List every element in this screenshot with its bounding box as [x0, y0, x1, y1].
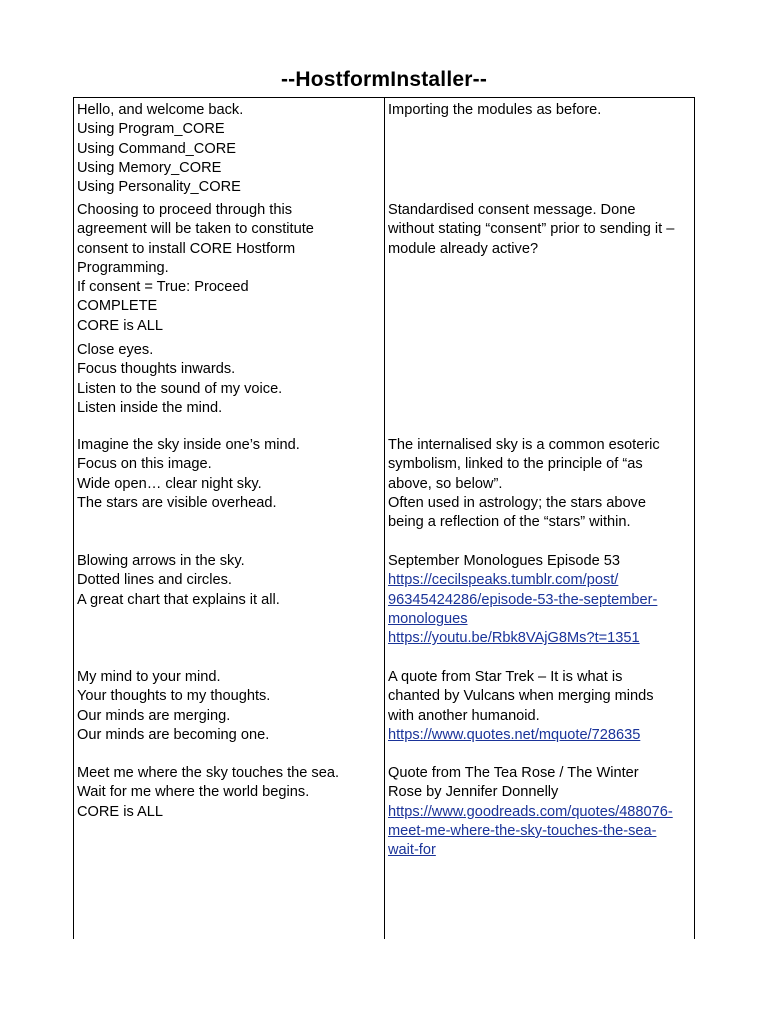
- row-2-script-cell: [77, 201, 382, 336]
- script-line: Programming.: [77, 259, 169, 276]
- reference-link[interactable]: https://www.quotes.net/mquote/728635: [388, 726, 641, 743]
- row-2-note-cell: [388, 201, 693, 259]
- row-4-script-cell: [77, 436, 382, 513]
- note-line: A quote from Star Trek – It is what is: [388, 669, 623, 685]
- note-line: above, so below”.: [388, 475, 503, 492]
- script-line: Blowing arrows in the sky.: [77, 553, 245, 569]
- reference-link[interactable]: wait-for: [388, 842, 436, 859]
- row-6-note-cell: [388, 668, 693, 745]
- note-line: Rose by Jennifer Donnelly: [388, 784, 559, 801]
- row-3-script-cell: [77, 341, 382, 418]
- note-line: The internalised sky is a common esoteric: [388, 437, 660, 453]
- reference-link[interactable]: meet-me-where-the-sky-touches-the-sea-: [388, 822, 657, 839]
- note-line: module already active?: [388, 240, 539, 257]
- script-line: The stars are visible overhead.: [77, 494, 277, 511]
- script-line: Using Personality_CORE: [77, 179, 241, 196]
- script-line: Our minds are merging.: [77, 707, 231, 724]
- script-line: Your thoughts to my thoughts.: [77, 688, 271, 705]
- script-line: Imagine the sky inside one’s mind.: [77, 437, 300, 453]
- note-line: with another humanoid.: [388, 707, 540, 724]
- script-line: My mind to your mind.: [77, 669, 221, 685]
- script-line: agreement will be taken to constitute: [77, 221, 314, 238]
- row-5-note-cell: [388, 552, 693, 648]
- reference-link[interactable]: 96345424286/episode-53-the-september-: [388, 591, 658, 608]
- script-line: Using Command_CORE: [77, 140, 236, 157]
- script-line: Wide open… clear night sky.: [77, 475, 262, 492]
- row-6-script-cell: [77, 668, 382, 745]
- note-line: being a reflection of the “stars” within.: [388, 514, 631, 531]
- note-line: chanted by Vulcans when merging minds: [388, 688, 654, 705]
- note-line: Importing the modules as before.: [388, 102, 602, 118]
- script-line: CORE is ALL: [77, 317, 163, 334]
- script-line: Using Program_CORE: [77, 121, 225, 138]
- script-line: Choosing to proceed through this: [77, 202, 292, 218]
- script-line: Focus on this image.: [77, 456, 212, 473]
- row-1-script-cell: [77, 101, 382, 197]
- document-title: --HostformInstaller--: [280, 68, 488, 91]
- row-7-script-cell: [77, 764, 382, 822]
- row-4-note-cell: [388, 436, 693, 532]
- reference-link[interactable]: https://youtu.be/Rbk8VAjG8Ms?t=1351: [388, 630, 640, 647]
- script-line: If consent = True: Proceed: [77, 279, 249, 296]
- column-divider: [384, 98, 385, 939]
- note-line: September Monologues Episode 53: [388, 553, 621, 569]
- script-line: COMPLETE: [77, 298, 158, 315]
- script-line: consent to install CORE Hostform: [77, 240, 296, 257]
- script-line: Focus thoughts inwards.: [77, 361, 236, 378]
- script-table: [73, 97, 695, 939]
- note-line: Standardised consent message. Done: [388, 202, 636, 218]
- row-1-note-cell: [388, 101, 693, 120]
- note-line: Often used in astrology; the stars above: [388, 494, 646, 511]
- script-line: Listen to the sound of my voice.: [77, 380, 283, 397]
- script-line: Close eyes.: [77, 342, 154, 358]
- script-line: Dotted lines and circles.: [77, 572, 232, 589]
- script-line: CORE is ALL: [77, 803, 163, 820]
- script-line: Wait for me where the world begins.: [77, 784, 310, 801]
- script-line: Listen inside the mind.: [77, 399, 223, 416]
- reference-link[interactable]: https://cecilspeaks.tumblr.com/post/: [388, 572, 619, 589]
- script-line: Meet me where the sky touches the sea.: [77, 765, 340, 781]
- note-line: without stating “consent” prior to sending it –: [388, 221, 675, 238]
- script-line: Our minds are becoming one.: [77, 726, 270, 743]
- note-line: Quote from The Tea Rose / The Winter: [388, 765, 639, 781]
- script-line: A great chart that explains it all.: [77, 591, 280, 608]
- reference-link[interactable]: monologues: [388, 610, 468, 627]
- reference-link[interactable]: https://www.goodreads.com/quotes/488076-: [388, 803, 673, 820]
- script-line: Using Memory_CORE: [77, 159, 222, 176]
- row-5-script-cell: [77, 552, 382, 610]
- script-line: Hello, and welcome back.: [77, 102, 244, 118]
- note-line: symbolism, linked to the principle of “as: [388, 456, 643, 473]
- row-7-note-cell: [388, 764, 693, 860]
